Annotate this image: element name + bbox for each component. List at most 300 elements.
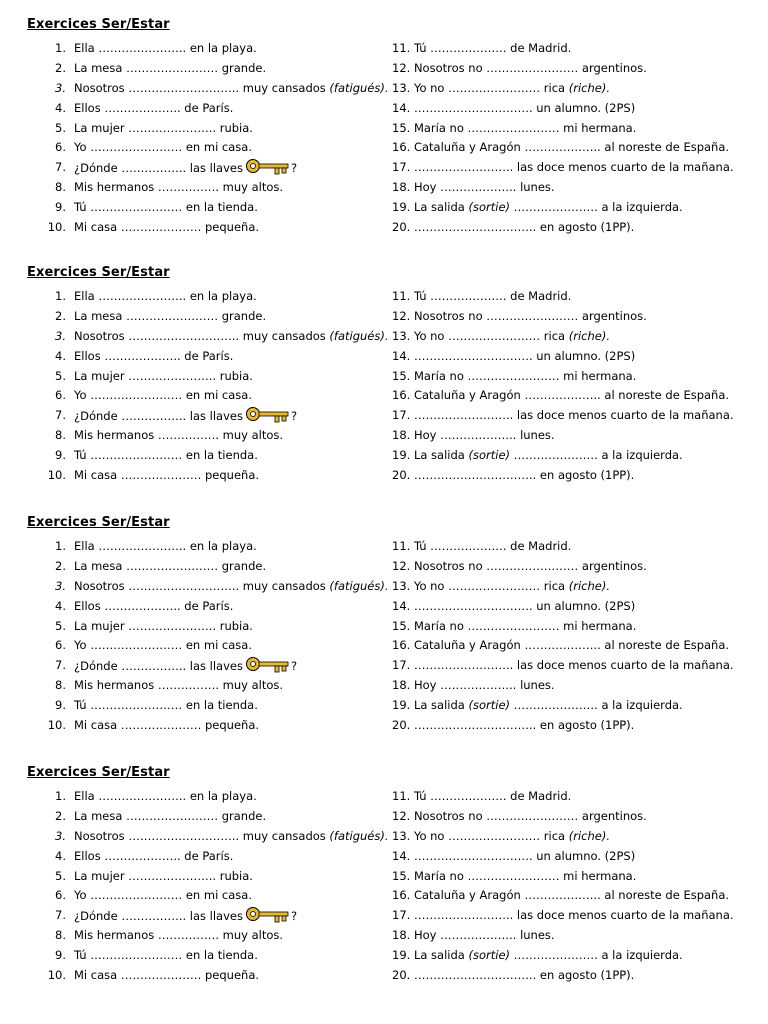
item-number: 3. [55, 80, 66, 95]
item-text [410, 908, 733, 922]
item-text [410, 789, 571, 803]
exercise-item [392, 676, 762, 696]
item-number: 1. [55, 539, 66, 553]
item-text [74, 597, 233, 617]
exercise-item [0, 867, 390, 887]
item-number: 11. [392, 789, 411, 803]
item-text [410, 809, 647, 823]
item-text [74, 827, 389, 847]
item-number: 4. [55, 100, 66, 115]
item-sentence: Yo …………………… en mi casa. [74, 888, 252, 903]
item-number: 18. [392, 180, 411, 195]
exercise-item [392, 787, 762, 807]
item-translation: (sortie) [464, 948, 511, 963]
item-number: 15. [392, 618, 411, 633]
item-sentence: Nosotros ……………………….. muy cansados [74, 578, 326, 593]
item-text [74, 198, 258, 218]
item-sentence: ………………………….. en agosto (1PP). [410, 718, 635, 733]
right-exercise-list [392, 787, 762, 986]
item-text [74, 158, 297, 179]
exercise-item [0, 676, 390, 696]
exercise-item [0, 557, 390, 577]
exercise-block [0, 0, 768, 250]
item-text [410, 638, 729, 652]
item-sentence: Tú …………………… en la tienda. [74, 448, 258, 463]
exercise-item [0, 406, 390, 426]
exercise-item [0, 787, 390, 807]
exercise-item [0, 79, 390, 99]
exercise-item [392, 307, 762, 327]
item-text [410, 698, 682, 712]
item-sentence: Nosotros no …………………… argentinos. [410, 558, 647, 573]
item-number: 16. [392, 140, 411, 155]
item-text [410, 180, 554, 194]
exercise-item [0, 327, 390, 347]
exercise-item [0, 218, 390, 238]
item-number: 19. [392, 200, 411, 215]
item-translation: (fatigués). [325, 80, 389, 95]
item-sentence: …………………….. las doce menos cuarto de la mañana. [410, 160, 734, 175]
item-sentence: Tú ……………….. de Madrid. [410, 789, 572, 803]
item-number: 18. [392, 428, 411, 443]
item-text [410, 140, 729, 154]
item-text [74, 327, 389, 347]
item-number: 10. [47, 468, 66, 483]
item-sentence: La mesa …………………… grande. [74, 808, 267, 823]
exercise-item [392, 926, 762, 946]
item-text [74, 716, 259, 736]
exercise-item [0, 39, 390, 59]
left-exercise-list [0, 287, 390, 486]
key-icon [245, 656, 291, 674]
item-text [74, 696, 258, 716]
exercise-item [0, 827, 390, 847]
exercise-item [0, 347, 390, 367]
item-number: 12. [392, 558, 411, 573]
exercise-item [0, 198, 390, 218]
item-text [74, 867, 253, 887]
item-sentence: Mis hermanos ……………. muy altos. [74, 428, 284, 443]
exercise-item [392, 636, 762, 656]
item-translation: (sortie) [464, 698, 511, 713]
exercise-item [0, 926, 390, 946]
item-sentence: Mis hermanos ……………. muy altos. [74, 678, 284, 693]
exercise-item [392, 198, 762, 218]
exercise-item [0, 99, 390, 119]
exercise-title: Exercices Ser/Estar [27, 17, 170, 32]
item-number: 12. [392, 808, 411, 823]
exercise-item [392, 966, 762, 986]
item-number: 17. [392, 658, 411, 673]
item-text [74, 386, 252, 406]
item-number: 7. [55, 408, 66, 423]
exercise-item [0, 158, 390, 178]
item-sentence-end: …………………. a la izquierda. [510, 448, 683, 463]
exercise-item [392, 446, 762, 466]
item-text [410, 121, 636, 135]
item-number: 13. [392, 828, 411, 843]
item-number: 8. [55, 428, 66, 443]
item-sentence: La salida [410, 200, 465, 215]
item-translation: (fatigués). [325, 328, 389, 343]
exercise-item [0, 59, 390, 79]
item-sentence: Ella ………………….. en la playa. [74, 41, 257, 55]
item-text [410, 309, 647, 323]
item-number: 20. [392, 468, 411, 483]
exercise-item [0, 426, 390, 446]
exercise-item [392, 656, 762, 676]
item-sentence: ¿Dónde …………….. las llaves [74, 409, 243, 424]
item-sentence: Cataluña y Aragón ……………….. al noreste de España. [410, 140, 730, 155]
item-number: 17. [392, 408, 411, 423]
exercise-item [392, 886, 762, 906]
item-sentence: ………………………….. en agosto (1PP). [410, 220, 635, 235]
item-text [74, 787, 257, 807]
exercise-item [392, 577, 762, 597]
item-text [410, 388, 729, 402]
item-sentence: …………………………. un alumno. (2PS) [410, 100, 636, 115]
exercise-item [392, 597, 762, 617]
item-sentence: …………………….. las doce menos cuarto de la mañana. [410, 408, 734, 423]
item-number: 16. [392, 638, 411, 653]
item-sentence: Hoy ……………….. lunes. [410, 678, 555, 693]
item-number: 13. [392, 578, 411, 593]
item-number: 7. [55, 160, 66, 175]
item-text [410, 619, 636, 633]
item-text [410, 678, 554, 692]
item-sentence: Yo no …………………… rica [410, 328, 566, 343]
item-number: 9. [55, 698, 66, 713]
item-sentence: Hoy ……………….. lunes. [410, 180, 555, 195]
exercise-title: Exercices Ser/Estar [27, 765, 170, 780]
item-number: 17. [392, 160, 411, 175]
exercise-item [0, 716, 390, 736]
item-number: 2. [55, 60, 66, 75]
item-sentence: Tú ……………….. de Madrid. [410, 41, 572, 55]
item-text [410, 220, 634, 234]
item-translation: (riche). [565, 578, 610, 593]
right-exercise-list [392, 39, 762, 238]
exercise-item [0, 617, 390, 637]
item-text [74, 347, 233, 367]
exercise-item [392, 906, 762, 926]
exercise-item [0, 287, 390, 307]
item-text [74, 886, 252, 906]
item-number: 4. [55, 348, 66, 363]
item-text [74, 99, 233, 119]
item-number: 16. [392, 388, 411, 403]
item-sentence: ………………………….. en agosto (1PP). [410, 968, 635, 983]
exercise-block [0, 248, 768, 498]
item-text [74, 39, 257, 59]
item-sentence: …………………….. las doce menos cuarto de la mañana. [410, 658, 734, 673]
exercise-item [392, 59, 762, 79]
exercise-item [0, 636, 390, 656]
item-text [410, 101, 635, 115]
item-sentence: Mi casa ………………… pequeña. [74, 468, 260, 483]
exercise-item [392, 406, 762, 426]
item-number: 5. [55, 120, 66, 135]
item-sentence: Tú …………………… en la tienda. [74, 698, 258, 713]
left-exercise-list [0, 537, 390, 736]
question-mark: ? [290, 659, 298, 674]
item-text [410, 599, 635, 613]
item-sentence: María no …………………… mi hermana. [410, 120, 637, 135]
exercise-item [392, 79, 762, 99]
exercise-item [392, 99, 762, 119]
item-sentence: ¿Dónde …………….. las llaves [74, 161, 243, 176]
item-text [410, 61, 647, 75]
exercise-item [392, 807, 762, 827]
item-number: 18. [392, 928, 411, 943]
exercise-item [0, 466, 390, 486]
item-number: 2. [55, 308, 66, 323]
item-sentence: ¿Dónde …………….. las llaves [74, 659, 243, 674]
item-number: 6. [55, 888, 66, 903]
right-exercise-list [392, 537, 762, 736]
item-sentence: Ellos ……………….. de París. [74, 348, 234, 363]
item-translation: (sortie) [464, 200, 511, 215]
item-text [74, 218, 259, 238]
item-number: 12. [392, 60, 411, 75]
item-number: 3. [55, 828, 66, 843]
item-number: 2. [55, 808, 66, 823]
exercise-item [392, 716, 762, 736]
item-sentence: La salida [410, 948, 465, 963]
item-sentence: Yo no …………………… rica [410, 80, 566, 95]
item-number: 9. [55, 200, 66, 215]
exercise-item [392, 867, 762, 887]
item-text [410, 41, 571, 55]
item-text [74, 537, 257, 557]
exercise-item [0, 847, 390, 867]
item-translation: (riche). [565, 828, 610, 843]
item-text [74, 617, 253, 637]
item-text [410, 81, 610, 95]
exercise-block [0, 748, 768, 998]
exercise-item [392, 327, 762, 347]
exercise-item [0, 966, 390, 986]
item-number: 10. [47, 220, 66, 235]
exercise-item [392, 39, 762, 59]
item-number: 18. [392, 678, 411, 693]
item-number: 10. [47, 718, 66, 733]
exercise-item [392, 847, 762, 867]
item-number: 15. [392, 120, 411, 135]
item-number: 20. [392, 718, 411, 733]
item-sentence: Ellos ……………….. de París. [74, 598, 234, 613]
exercise-item [392, 158, 762, 178]
item-sentence: Nosotros ……………………….. muy cansados [74, 328, 326, 343]
item-text [74, 807, 266, 827]
item-number: 11. [392, 289, 411, 303]
item-text [410, 468, 634, 482]
item-sentence: La mujer ………………….. rubia. [74, 618, 253, 633]
item-sentence: La salida [410, 698, 465, 713]
item-number: 8. [55, 678, 66, 693]
item-sentence: Tú ……………….. de Madrid. [410, 289, 572, 303]
item-sentence: Yo …………………… en mi casa. [74, 638, 252, 653]
item-sentence: Yo …………………… en mi casa. [74, 140, 252, 155]
item-text [74, 138, 252, 158]
exercise-item [0, 696, 390, 716]
item-text [74, 966, 259, 986]
question-mark: ? [290, 161, 298, 176]
item-sentence: ………………………….. en agosto (1PP). [410, 468, 635, 483]
item-text [410, 448, 682, 462]
item-number: 16. [392, 888, 411, 903]
key-icon [245, 906, 291, 924]
exercise-item [0, 307, 390, 327]
exercise-item [392, 557, 762, 577]
exercise-item [392, 617, 762, 637]
item-number: 14. [392, 348, 411, 363]
item-translation: (fatigués). [325, 578, 389, 593]
question-mark: ? [290, 909, 298, 924]
item-text [74, 406, 297, 427]
item-sentence: Ellos ……………….. de París. [74, 100, 234, 115]
item-sentence: …………………….. las doce menos cuarto de la mañana. [410, 908, 734, 923]
exercise-item [392, 386, 762, 406]
exercise-item [392, 466, 762, 486]
item-text [410, 160, 733, 174]
item-text [74, 926, 283, 946]
item-sentence: Nosotros ……………………….. muy cansados [74, 80, 326, 95]
item-sentence: …………………………. un alumno. (2PS) [410, 348, 636, 363]
item-text [410, 579, 610, 593]
item-text [410, 849, 635, 863]
item-text [410, 329, 610, 343]
item-number: 8. [55, 928, 66, 943]
item-number: 5. [55, 618, 66, 633]
item-number: 13. [392, 80, 411, 95]
item-number: 15. [392, 868, 411, 883]
item-text [410, 408, 733, 422]
exercise-item [0, 656, 390, 676]
item-sentence: Yo …………………… en mi casa. [74, 388, 252, 403]
exercise-item [0, 537, 390, 557]
item-sentence-end: …………………. a la izquierda. [510, 948, 683, 963]
item-text [410, 948, 682, 962]
item-sentence: Mis hermanos ……………. muy altos. [74, 928, 284, 943]
item-sentence: Tú …………………… en la tienda. [74, 948, 258, 963]
item-sentence: La mesa …………………… grande. [74, 558, 267, 573]
item-sentence: María no …………………… mi hermana. [410, 618, 637, 633]
item-text [74, 307, 266, 327]
item-number: 1. [55, 41, 66, 55]
item-number: 11. [392, 539, 411, 553]
item-sentence: …………………………. un alumno. (2PS) [410, 848, 636, 863]
item-sentence: La mesa …………………… grande. [74, 308, 267, 323]
item-sentence: Nosotros no …………………… argentinos. [410, 60, 647, 75]
item-text [74, 367, 253, 387]
item-text [74, 946, 258, 966]
item-translation: (riche). [565, 328, 610, 343]
item-number: 6. [55, 388, 66, 403]
item-sentence: Cataluña y Aragón ……………….. al noreste de España. [410, 638, 730, 653]
item-sentence: Cataluña y Aragón ……………….. al noreste de España. [410, 888, 730, 903]
item-sentence: La mujer ………………….. rubia. [74, 120, 253, 135]
item-text [410, 539, 571, 553]
item-sentence: Tú ……………….. de Madrid. [410, 539, 572, 553]
item-sentence: Mi casa ………………… pequeña. [74, 718, 260, 733]
item-sentence: Ellos ……………….. de París. [74, 848, 234, 863]
item-sentence: María no …………………… mi hermana. [410, 868, 637, 883]
item-text [74, 119, 253, 139]
item-number: 4. [55, 598, 66, 613]
item-text [410, 349, 635, 363]
item-text [74, 847, 233, 867]
item-sentence: María no …………………… mi hermana. [410, 368, 637, 383]
item-text [410, 658, 733, 672]
exercise-item [0, 807, 390, 827]
item-number: 2. [55, 558, 66, 573]
item-sentence: Tú …………………… en la tienda. [74, 200, 258, 215]
exercise-item [392, 218, 762, 238]
item-sentence: Nosotros no …………………… argentinos. [410, 808, 647, 823]
item-sentence: La mujer ………………….. rubia. [74, 368, 253, 383]
item-text [410, 888, 729, 902]
exercise-item [392, 537, 762, 557]
exercise-item [0, 178, 390, 198]
exercise-item [392, 367, 762, 387]
item-number: 3. [55, 328, 66, 343]
exercise-item [392, 178, 762, 198]
item-number: 19. [392, 448, 411, 463]
item-sentence-end: …………………. a la izquierda. [510, 698, 683, 713]
item-text [74, 426, 283, 446]
exercise-item [0, 446, 390, 466]
item-text [74, 557, 266, 577]
exercise-item [392, 287, 762, 307]
exercise-item [392, 138, 762, 158]
left-exercise-list [0, 787, 390, 986]
item-number: 14. [392, 598, 411, 613]
item-text [410, 928, 554, 942]
item-text [74, 79, 389, 99]
item-text [74, 178, 283, 198]
item-sentence: Cataluña y Aragón ……………….. al noreste de España. [410, 388, 730, 403]
item-text [410, 200, 682, 214]
item-number: 20. [392, 968, 411, 983]
item-sentence: Mi casa ………………… pequeña. [74, 220, 260, 235]
item-number: 14. [392, 848, 411, 863]
item-sentence: ¿Dónde …………….. las llaves [74, 909, 243, 924]
item-number: 1. [55, 789, 66, 803]
item-sentence: Ella ………………….. en la playa. [74, 539, 257, 553]
item-sentence: Hoy ……………….. lunes. [410, 928, 555, 943]
item-text [410, 559, 647, 573]
item-sentence: Yo no …………………… rica [410, 828, 566, 843]
item-number: 19. [392, 948, 411, 963]
item-number: 11. [392, 41, 411, 55]
item-text [74, 676, 283, 696]
item-text [410, 289, 571, 303]
item-number: 6. [55, 140, 66, 155]
item-number: 3. [55, 578, 66, 593]
right-exercise-list [392, 287, 762, 486]
item-text [410, 968, 634, 982]
item-number: 1. [55, 289, 66, 303]
item-text [74, 656, 297, 677]
item-sentence: …………………………. un alumno. (2PS) [410, 598, 636, 613]
key-icon [245, 158, 291, 176]
item-number: 7. [55, 908, 66, 923]
item-sentence: Ella ………………….. en la playa. [74, 789, 257, 803]
item-text [410, 718, 634, 732]
item-translation: (sortie) [464, 448, 511, 463]
exercise-title: Exercices Ser/Estar [27, 265, 170, 280]
